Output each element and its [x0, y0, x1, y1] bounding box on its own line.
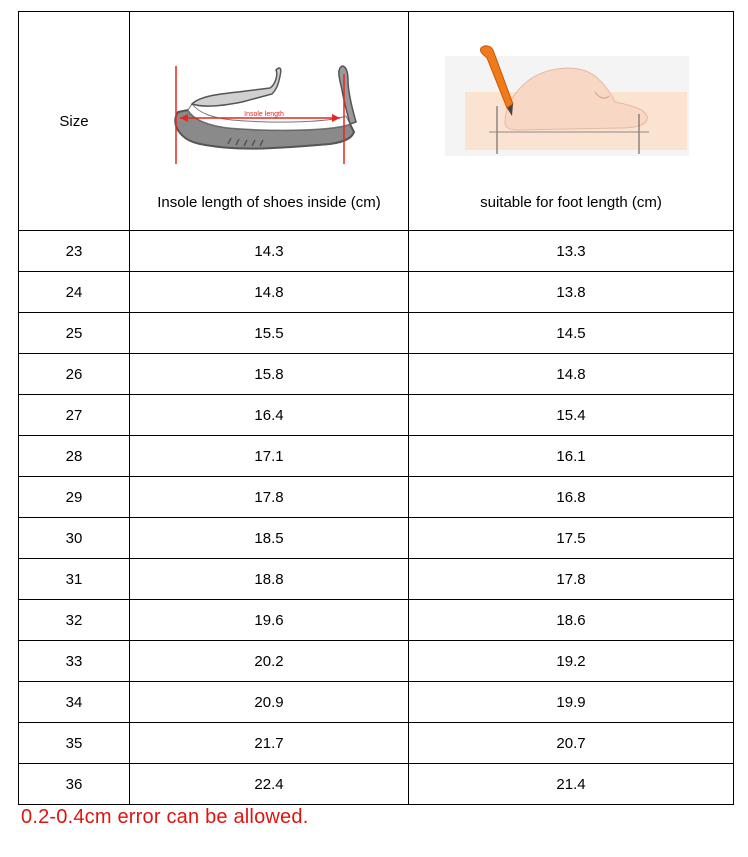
size-cell: 34	[19, 682, 130, 723]
table-row	[19, 477, 734, 518]
table-row	[19, 764, 734, 805]
header-row	[19, 12, 734, 231]
size-cell: 32	[19, 600, 130, 641]
foot-cell: 17.5	[409, 518, 734, 559]
insole-cell: 19.6	[130, 600, 409, 641]
table-row	[19, 518, 734, 559]
foot-cell: 15.4	[409, 395, 734, 436]
size-cell: 30	[19, 518, 130, 559]
foot-cell: 14.5	[409, 313, 734, 354]
size-cell: 25	[19, 313, 130, 354]
foot-illustration	[409, 36, 733, 166]
insole-cell: 18.5	[130, 518, 409, 559]
insole-illustration	[130, 36, 408, 166]
insole-cell: 15.5	[130, 313, 409, 354]
insole-header-cell	[130, 12, 409, 231]
insole-header: Insole length of shoes inside (cm)	[157, 194, 381, 211]
size-cell: 33	[19, 641, 130, 682]
table-row	[19, 600, 734, 641]
foot-cell: 14.8	[409, 354, 734, 395]
insole-cell: 17.8	[130, 477, 409, 518]
foot-cell: 16.8	[409, 477, 734, 518]
size-header-cell	[19, 12, 130, 231]
size-cell: 29	[19, 477, 130, 518]
size-cell: 31	[19, 559, 130, 600]
insole-cell: 22.4	[130, 764, 409, 805]
foot-cell: 13.3	[409, 231, 734, 272]
size-cell: 35	[19, 723, 130, 764]
foot-cell: 16.1	[409, 436, 734, 477]
foot-cell: 19.2	[409, 641, 734, 682]
table-row	[19, 641, 734, 682]
insole-cell: 21.7	[130, 723, 409, 764]
foot-cell: 17.8	[409, 559, 734, 600]
insole-length-illustration-label: Insole length	[244, 111, 284, 118]
insole-cell: 20.2	[130, 641, 409, 682]
size-cell: 27	[19, 395, 130, 436]
table-row	[19, 272, 734, 313]
insole-cell: 17.1	[130, 436, 409, 477]
table-row	[19, 559, 734, 600]
size-header: Size	[59, 112, 89, 130]
size-cell: 23	[19, 231, 130, 272]
table-row	[19, 723, 734, 764]
size-cell: 36	[19, 764, 130, 805]
table-row	[19, 354, 734, 395]
tolerance-note: 0.2-0.4cm error can be allowed.	[21, 806, 309, 828]
insole-cell: 16.4	[130, 395, 409, 436]
size-cell: 26	[19, 354, 130, 395]
insole-cell: 14.8	[130, 272, 409, 313]
foot-cell: 19.9	[409, 682, 734, 723]
table-row	[19, 231, 734, 272]
table-row	[19, 395, 734, 436]
table-row	[19, 682, 734, 723]
insole-cell: 15.8	[130, 354, 409, 395]
foot-header-cell	[409, 12, 734, 231]
foot-cell: 13.8	[409, 272, 734, 313]
insole-cell: 14.3	[130, 231, 409, 272]
foot-cell: 21.4	[409, 764, 734, 805]
foot-header: suitable for foot length (cm)	[480, 194, 662, 211]
foot-cell: 18.6	[409, 600, 734, 641]
table-row	[19, 436, 734, 477]
insole-cell: 18.8	[130, 559, 409, 600]
foot-cell: 20.7	[409, 723, 734, 764]
table-row	[19, 313, 734, 354]
size-cell: 24	[19, 272, 130, 313]
size-chart-table	[18, 11, 734, 805]
insole-cell: 20.9	[130, 682, 409, 723]
size-cell: 28	[19, 436, 130, 477]
